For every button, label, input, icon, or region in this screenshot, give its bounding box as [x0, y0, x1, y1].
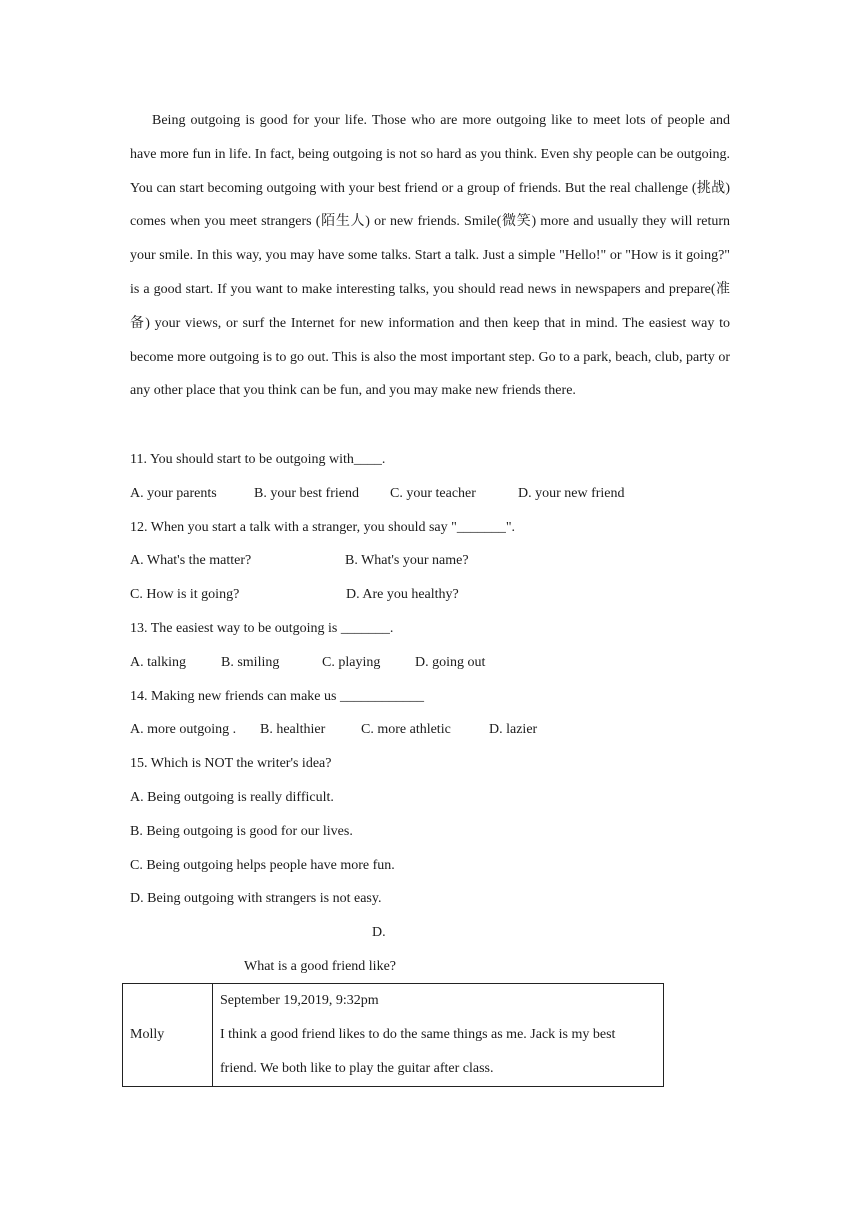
question-14-option-d: D. lazier — [489, 722, 538, 737]
question-12-option-b: B. What's your name? — [345, 553, 469, 568]
post-timestamp: September 19,2019, 9:32pm — [220, 993, 379, 1008]
question-11-option-a: A. your parents — [130, 486, 217, 501]
post-text-line-2: friend. We both like to play the guitar after class. — [220, 1061, 494, 1076]
name-cell: Molly — [123, 984, 213, 1087]
question-14-option-c: C. more athletic — [361, 722, 451, 737]
question-13-stem: 13. The easiest way to be outgoing is _______. — [130, 621, 394, 636]
question-14-option-b: B. healthier — [260, 722, 326, 737]
question-13-option-c: C. playing — [322, 655, 381, 670]
question-13-option-d: D. going out — [415, 655, 486, 670]
question-12-option-d: D. Are you healthy? — [346, 587, 459, 602]
post-text-line-1: I think a good friend likes to do the same things as me. Jack is my best — [220, 1027, 616, 1042]
question-15-stem: 15. Which is NOT the writer's idea? — [130, 756, 332, 771]
question-15-option-d: D. Being outgoing with strangers is not easy. — [130, 891, 382, 906]
question-15-option-b: B. Being outgoing is good for our lives. — [130, 824, 353, 839]
question-12-option-c: C. How is it going? — [130, 587, 240, 602]
question-11-stem: 11. You should start to be outgoing with____. — [130, 452, 386, 467]
table-row — [123, 984, 664, 1087]
question-11-option-d: D. your new friend — [518, 486, 625, 501]
reading-passage: Being outgoing is good for your life. Those who are more outgoing like to meet lots of people and have more fun in life. In fact, being outgoing is not so hard as you think. Even shy people can be outgoing. You can start becoming outgoing with your best friend or a group of friends. But the real challenge (挑战) comes when you meet strangers (陌生人) or new friends. Smile(微笑) more and usually they will return your smile. In this way, you may have some talks. Start a talk. Just a simple "Hello!" or "How is it going?" is a good start. If you want to make interesting talks, you should read news in newspapers and prepare(准备) your views, or surf the Internet for new information and then keep that in mind. The easiest way to become more outgoing is to go out. This is also the most important step. Go to a park, beach, club, party or any other place that you think can be fun, and you may make new friends there. — [130, 113, 730, 399]
question-13-option-b: B. smiling — [221, 655, 280, 670]
section-label: D. — [372, 925, 386, 940]
question-11-option-c: C. your teacher — [390, 486, 476, 501]
question-14-option-a: A. more outgoing . — [130, 722, 237, 737]
question-13-option-a: A. talking — [130, 655, 186, 670]
question-12-option-a: A. What's the matter? — [130, 553, 252, 568]
friend-table — [122, 983, 664, 1087]
section-title: What is a good friend like? — [244, 959, 397, 974]
question-15-option-c: C. Being outgoing helps people have more fun. — [130, 858, 395, 873]
content-cell — [213, 984, 664, 1087]
question-15-option-a: A. Being outgoing is really difficult. — [130, 790, 334, 805]
question-11-option-b: B. your best friend — [254, 486, 359, 501]
question-12-stem: 12. When you start a talk with a stranger, you should say "_______". — [130, 520, 516, 535]
question-14-stem: 14. Making new friends can make us ____________ — [130, 689, 424, 704]
